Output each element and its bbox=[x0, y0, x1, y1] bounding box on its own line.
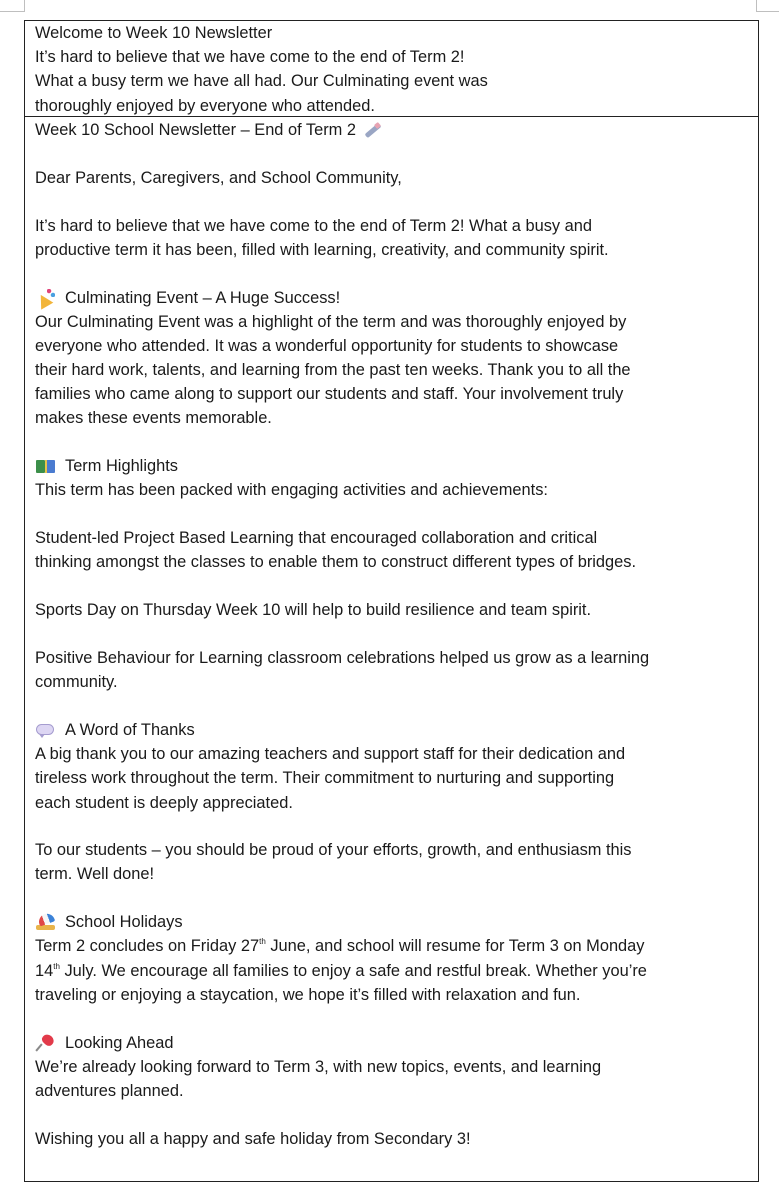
paragraph-line: families who came along to support our students and staff. Your involvement truly bbox=[35, 385, 624, 404]
greeting: Dear Parents, Caregivers, and School Community, bbox=[35, 168, 402, 187]
highlight-item: Student-led Project Based Learning that encouraged collaboration and critical bbox=[35, 529, 598, 548]
paragraph-line: everyone who attended. It was a wonderful opportunity for students to showcase bbox=[35, 336, 619, 355]
crop-mark bbox=[757, 11, 779, 12]
paragraph-line: This term has been packed with engaging activities and achievements: bbox=[35, 481, 548, 500]
section-heading-culminating: Culminating Event – A Huge Success! bbox=[35, 286, 748, 310]
newsletter-title: Week 10 School Newsletter – End of Term 2 bbox=[35, 118, 748, 142]
header-line: It’s hard to believe that we have come to the end of Term 2! bbox=[35, 48, 465, 67]
paragraph-line: their hard work, talents, and learning from the past ten weeks. Thank you to all the bbox=[35, 361, 631, 380]
header-cell[interactable] bbox=[25, 21, 758, 117]
pencil-icon bbox=[362, 121, 382, 139]
paragraph-line: tireless work throughout the term. Their commitment to nurturing and supporting bbox=[35, 769, 615, 788]
section-heading-highlights: Term Highlights bbox=[35, 454, 748, 478]
closing-line: Wishing you all a happy and safe holiday from Secondary 3! bbox=[35, 1129, 471, 1148]
document-table bbox=[24, 20, 759, 1182]
paragraph-line: We’re already looking forward to Term 3, with new topics, events, and learning bbox=[35, 1057, 602, 1076]
highlight-item: Positive Behaviour for Learning classroom celebrations helped us grow as a learning bbox=[35, 648, 650, 667]
paragraph-line: each student is deeply appreciated. bbox=[35, 793, 293, 812]
intro-line: It’s hard to believe that we have come to the end of Term 2! What a busy and bbox=[35, 216, 593, 235]
paragraph-line: term. Well done! bbox=[35, 865, 155, 884]
books-icon bbox=[35, 457, 57, 475]
header-line: Welcome to Week 10 Newsletter bbox=[35, 24, 273, 42]
newsletter-cell[interactable] bbox=[25, 117, 758, 1181]
intro-line: productive term it has been, filled with learning, creativity, and community spirit. bbox=[35, 240, 609, 259]
paragraph-line: Our Culminating Event was a highlight of the term and was thoroughly enjoyed by bbox=[35, 312, 627, 331]
section-heading-thanks: A Word of Thanks bbox=[35, 718, 748, 742]
paragraph-line: 14th July. We encourage all families to enjoy a safe and restful break. Whether you’re bbox=[35, 961, 647, 980]
header-line: thoroughly enjoyed by everyone who attended. bbox=[35, 96, 375, 115]
paragraph-line: traveling or enjoying a staycation, we hope it’s filled with relaxation and fun. bbox=[35, 985, 581, 1004]
crop-mark bbox=[24, 0, 25, 12]
highlight-item: thinking amongst the classes to enable them to construct different types of bridges. bbox=[35, 553, 637, 572]
party-popper-icon bbox=[35, 289, 57, 307]
beach-umbrella-icon bbox=[35, 913, 57, 931]
paragraph-line: Term 2 concludes on Friday 27th June, and school will resume for Term 3 on Monday bbox=[35, 937, 645, 956]
paragraph-line: adventures planned. bbox=[35, 1081, 184, 1100]
crop-mark bbox=[0, 11, 24, 12]
header-line: What a busy term we have all had. Our Culminating event was bbox=[35, 72, 488, 91]
paragraph-line: A big thank you to our amazing teachers and support staff for their dedication and bbox=[35, 745, 626, 764]
highlight-item: community. bbox=[35, 673, 118, 692]
paragraph-line: To our students – you should be proud of your efforts, growth, and enthusiasm this bbox=[35, 841, 632, 860]
pushpin-icon bbox=[35, 1034, 57, 1052]
highlight-item: Sports Day on Thursday Week 10 will help to build resilience and team spirit. bbox=[35, 601, 592, 620]
paragraph-line: makes these events memorable. bbox=[35, 409, 272, 428]
section-heading-ahead: Looking Ahead bbox=[35, 1031, 748, 1055]
section-heading-holidays: School Holidays bbox=[35, 910, 748, 934]
speech-bubble-icon bbox=[35, 721, 57, 739]
